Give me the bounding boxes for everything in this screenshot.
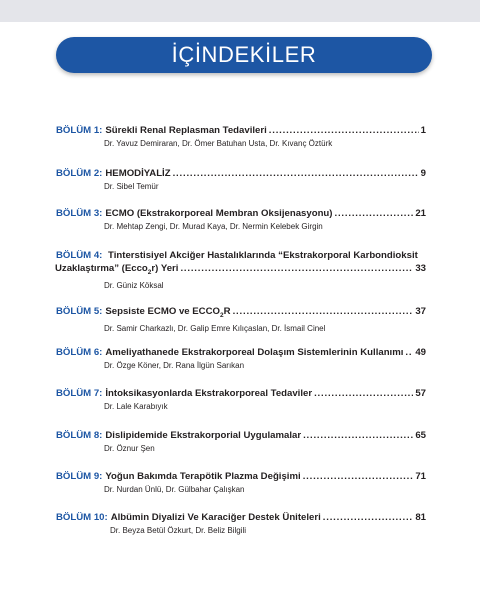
page-number: 33	[415, 263, 426, 274]
chapter-authors: Dr. Özge Köner, Dr. Rana İlgün Sarıkan	[104, 361, 245, 370]
dot-leader	[173, 167, 419, 180]
chapter-label: BÖLÜM 4:	[56, 250, 103, 261]
page-number: 81	[415, 512, 426, 523]
chapter-title: İntoksikasyonlarda Ekstrakorporeal Tedaviler	[105, 388, 313, 399]
toc-line-continued	[55, 262, 426, 279]
chapter-title: Dislipidemide Ekstrakorporial Uygulamalar	[105, 430, 302, 441]
chapter-title: Sürekli Renal Replasman Tedavileri	[105, 125, 267, 136]
page-number: 21	[415, 208, 426, 219]
chapter-authors: Dr. Mehtap Zengi, Dr. Murad Kaya, Dr. Nermin Kelebek Girgin	[104, 222, 323, 231]
chapter-title: Ameliyathanede Ekstrakorporeal Dolaşım Sistemlerinin Kullanımı	[105, 347, 404, 358]
chapter-authors: Dr. Öznur Şen	[104, 444, 155, 453]
chapter-label: BÖLÜM 8:	[56, 430, 103, 441]
toc-entry-9[interactable]	[56, 470, 426, 495]
chapter-authors: Dr. Sibel Temür	[104, 182, 159, 191]
toc-line	[56, 207, 426, 220]
dot-leader	[233, 305, 414, 318]
toc-line	[56, 167, 426, 180]
title-subscript: 2	[220, 311, 224, 319]
dot-leader	[314, 387, 413, 400]
toc-line	[56, 511, 426, 524]
toc-entry-10[interactable]	[56, 511, 426, 536]
dot-leader	[405, 346, 413, 359]
chapter-title: Yoğun Bakımda Terapötik Plazma Değişimi	[105, 471, 301, 482]
toc-line	[56, 429, 426, 442]
page-title: İÇİNDEKİLER	[171, 42, 317, 67]
page-number: 57	[415, 388, 426, 399]
chapter-label: BÖLÜM 10:	[56, 512, 108, 523]
chapter-label: BÖLÜM 9:	[56, 471, 103, 482]
toc-entry-5[interactable]	[56, 305, 426, 334]
page-number: 49	[415, 347, 426, 358]
chapter-label: BÖLÜM 3:	[56, 208, 103, 219]
toc-entry-3[interactable]	[56, 207, 426, 232]
chapter-authors: Dr. Nurdan Ünlü, Dr. Gülbahar Çalışkan	[104, 485, 245, 494]
page-number: 71	[415, 471, 426, 482]
toc-entry-8[interactable]	[56, 429, 426, 454]
page-number: 9	[420, 168, 426, 179]
chapter-title: ECMO (Ekstrakorporeal Membran Oksijenasyonu)	[105, 208, 333, 219]
toc-line	[56, 305, 426, 322]
page-number: 65	[415, 430, 426, 441]
title-part-end: R	[223, 306, 231, 317]
chapter-label: BÖLÜM 7:	[56, 388, 103, 399]
toc-line	[56, 249, 426, 262]
chapter-authors: Dr. Samir Charkazlı, Dr. Galip Emre Kılıçaslan, Dr. İsmail Cinel	[104, 323, 326, 333]
chapter-authors: Dr. Beyza Betül Özkurt, Dr. Beliz Bilgili	[110, 526, 247, 535]
title-part: Sepsiste ECMO ve ECCO	[105, 306, 221, 317]
toc-entry-6[interactable]	[56, 346, 426, 371]
chapter-label: BÖLÜM 2:	[56, 168, 103, 179]
toc-line	[56, 124, 426, 137]
title-part-end: r) Yeri	[151, 263, 179, 274]
chapter-label: BÖLÜM 6:	[56, 347, 103, 358]
toc-line	[56, 470, 426, 483]
page-number: 37	[415, 306, 426, 317]
title-subscript: 2	[147, 268, 152, 276]
toc-line	[56, 346, 426, 359]
toc-line	[56, 387, 426, 400]
dot-leader	[303, 429, 413, 442]
chapter-title	[105, 305, 230, 322]
chapter-authors: Dr. Lale Karabıyık	[104, 402, 168, 411]
toc-entry-2[interactable]	[56, 167, 426, 192]
chapter-title-continued	[55, 262, 178, 279]
chapter-title: Albümin Diyalizi Ve Karaciğer Destek Üniteleri	[110, 512, 321, 523]
dot-leader	[269, 124, 419, 137]
dot-leader	[303, 470, 414, 483]
dot-leader	[323, 511, 414, 524]
dot-leader	[180, 262, 413, 275]
toc-entry-1[interactable]	[56, 124, 426, 149]
chapter-title: Tinterstisiyel Akciğer Hastalıklarında “Ekstrakorporal Karbondioksit	[108, 250, 418, 261]
chapter-label: BÖLÜM 5:	[56, 306, 103, 317]
toc-entry-4[interactable]	[56, 249, 426, 291]
chapter-authors: Dr. Yavuz Demiraran, Dr. Ömer Batuhan Usta, Dr. Kıvanç Öztürk	[104, 139, 333, 148]
page-number: 1	[420, 125, 426, 136]
toc-entry-7[interactable]	[56, 387, 426, 412]
chapter-title: HEMODİYALİZ	[105, 168, 171, 179]
chapter-authors: Dr. Güniz Köksal	[104, 280, 164, 290]
dot-leader	[335, 207, 414, 220]
title-part: Uzaklaştırma” (Ecco	[55, 263, 148, 274]
chapter-label: BÖLÜM 1:	[56, 125, 103, 136]
